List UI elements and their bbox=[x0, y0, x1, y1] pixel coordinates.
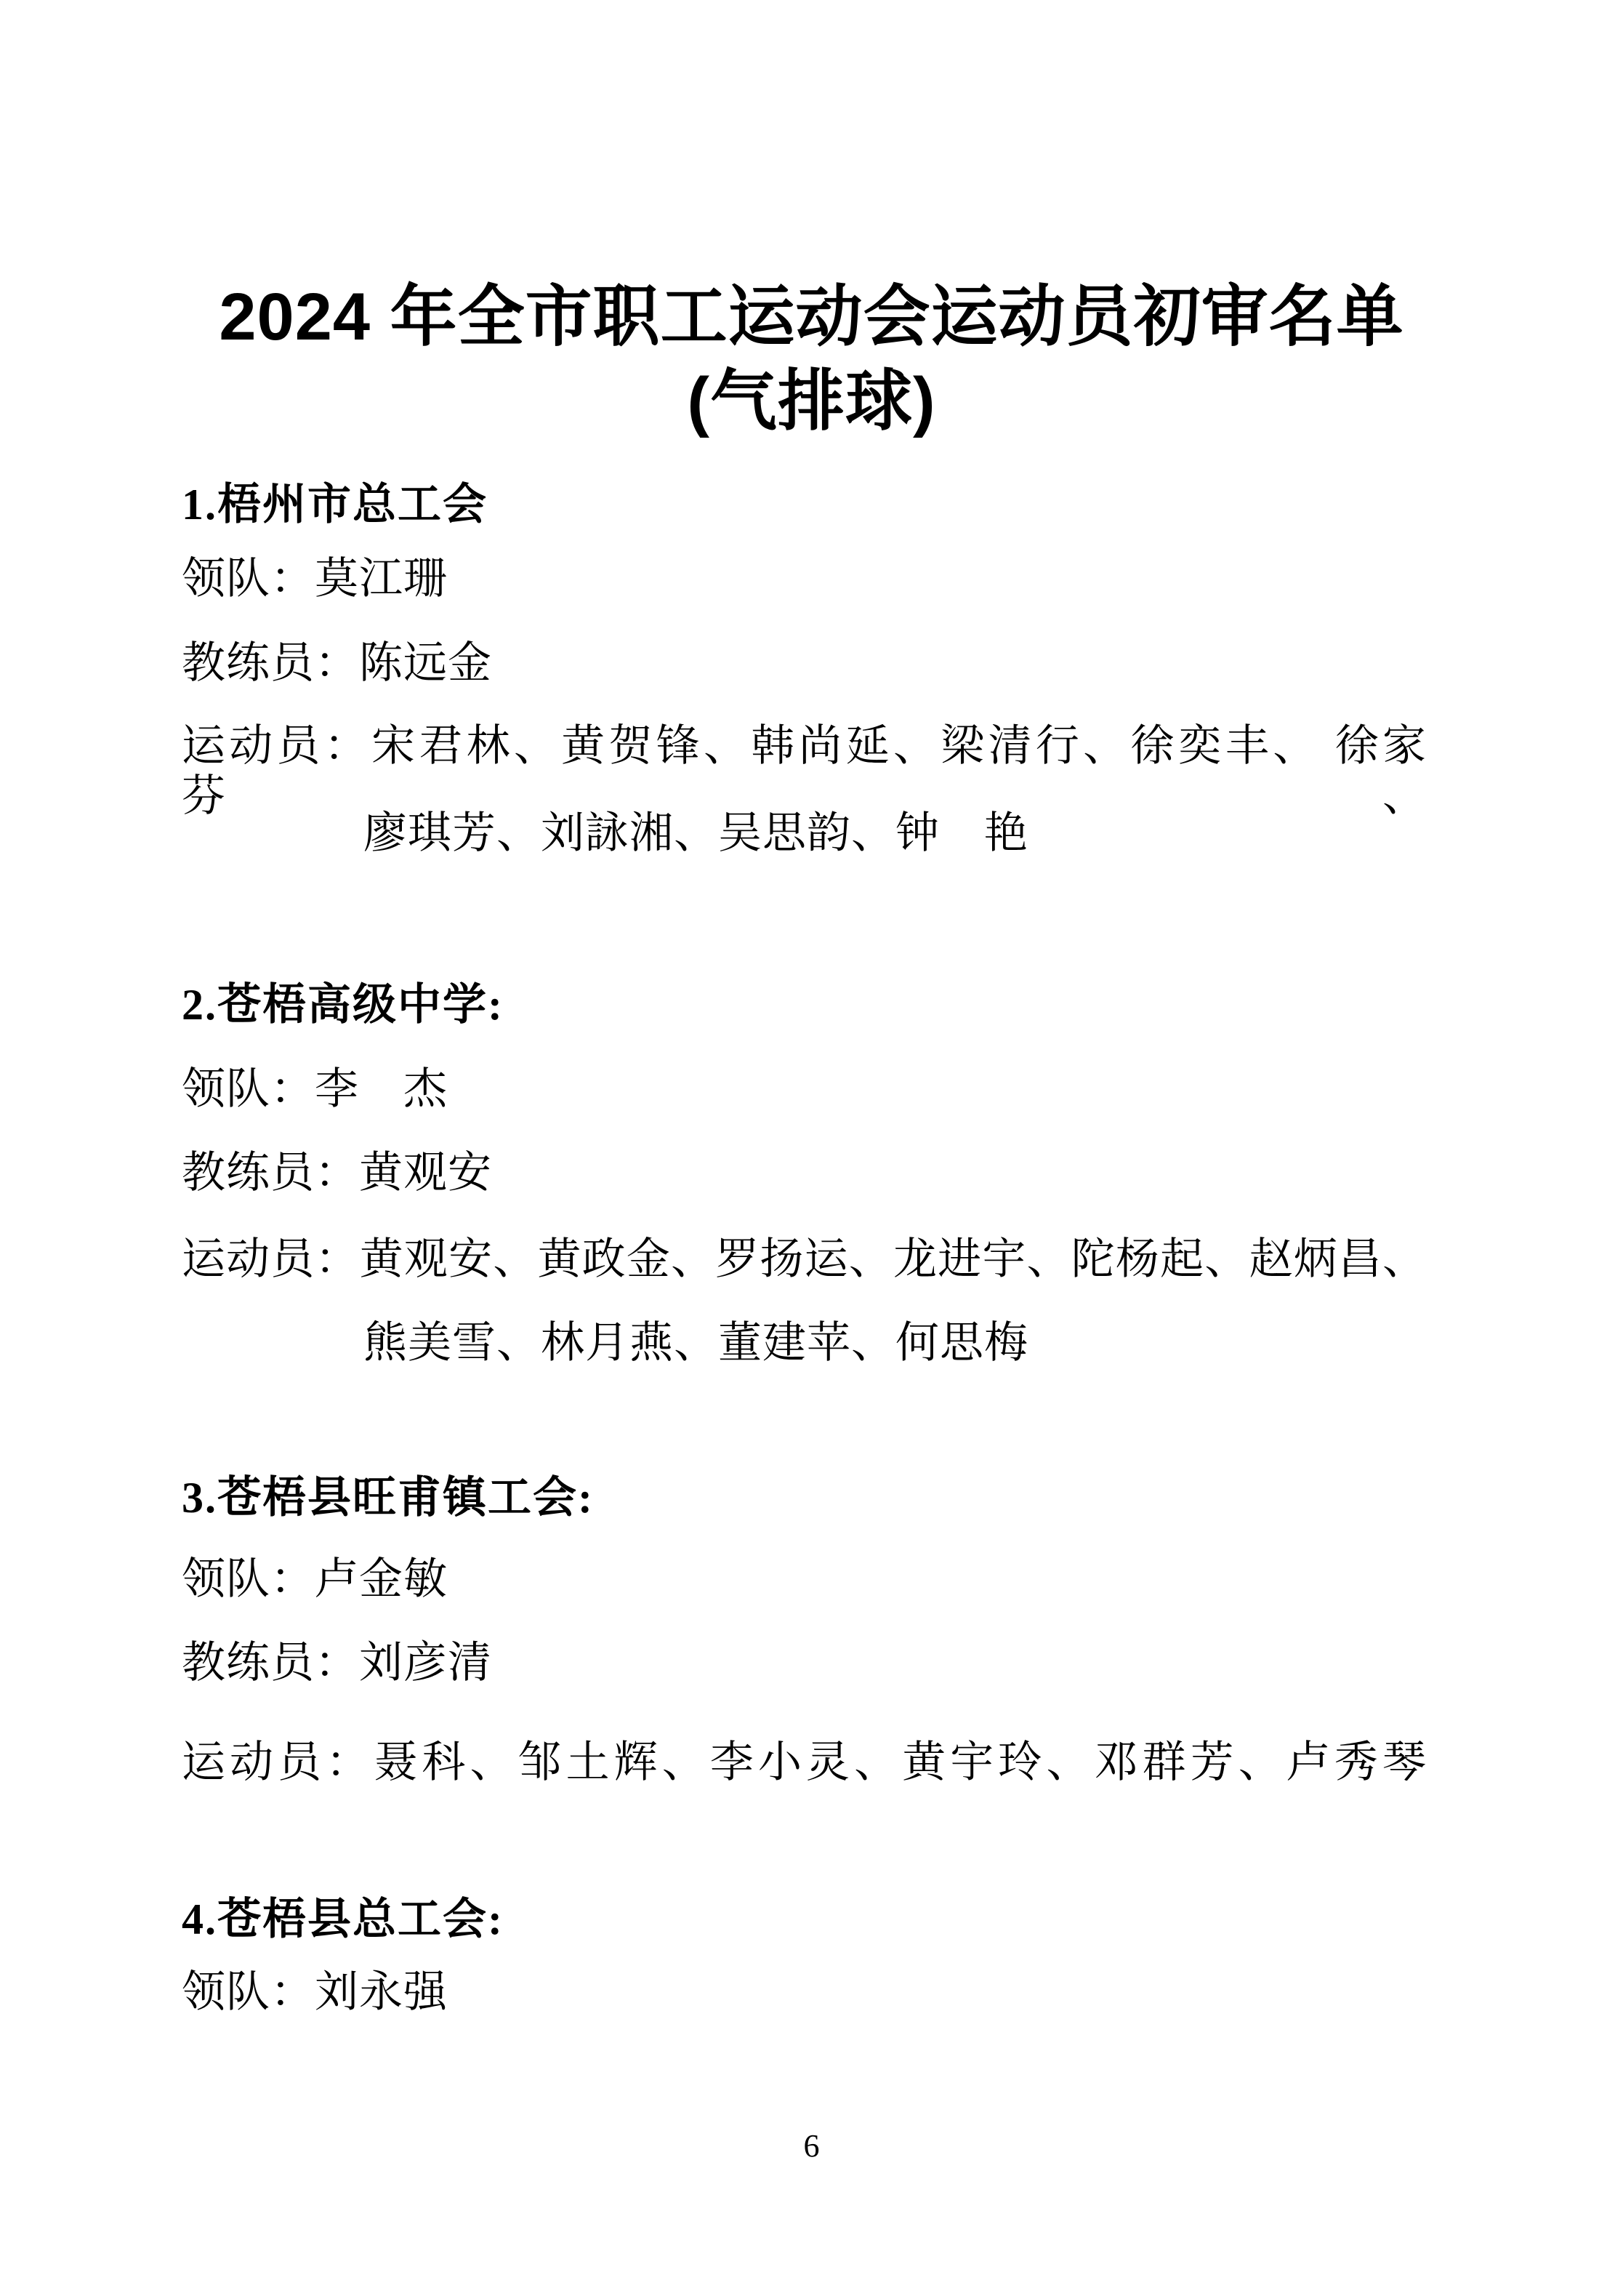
document-title-line2: (气排球) bbox=[687, 364, 936, 438]
page-number: 6 bbox=[803, 2128, 820, 2164]
coach-label: 教练员： bbox=[182, 1149, 359, 1197]
coach-name: 陈远金 bbox=[359, 639, 492, 687]
leader-line-2 bbox=[182, 1064, 1427, 1115]
athletes-line-2a bbox=[182, 1235, 1427, 1285]
coach-line-2 bbox=[182, 1148, 1427, 1198]
leader-line-3 bbox=[182, 1554, 1427, 1605]
coach-name: 黄观安 bbox=[359, 1149, 492, 1197]
leader-label: 领队： bbox=[182, 1968, 315, 2016]
coach-line-3 bbox=[182, 1638, 1427, 1688]
team-heading-3: 3.苍梧县旺甫镇工会: bbox=[182, 1474, 594, 1522]
leader-name: 刘永强 bbox=[315, 1968, 448, 2016]
athletes-line-1a bbox=[182, 721, 1427, 822]
athletes-names: 聂科、邹土辉、李小灵、黄宇玲、邓群芳、卢秀琴 bbox=[374, 1738, 1427, 1786]
coach-name: 刘彦清 bbox=[359, 1639, 492, 1687]
coach-line-1 bbox=[182, 638, 1427, 689]
coach-label: 教练员： bbox=[182, 639, 359, 687]
document-title-line1: 2024 年全市职工运动会运动员初审名单 bbox=[219, 280, 1404, 354]
team-heading-2: 2.苍梧高级中学: bbox=[182, 981, 504, 1029]
athletes-line-2b: 熊美雪、林月燕、董建苹、何思梅 bbox=[363, 1319, 1028, 1367]
team-heading-4: 4.苍梧县总工会: bbox=[182, 1895, 504, 1943]
team-heading-1: 1.梧州市总工会 bbox=[182, 481, 488, 529]
athletes-label: 运动员： bbox=[182, 1235, 360, 1283]
leader-name: 莫江珊 bbox=[315, 555, 448, 603]
athletes-line-1b: 廖琪芳、刘詠湘、吴思韵、钟 艳 bbox=[363, 809, 1028, 857]
athletes-line-3a bbox=[182, 1738, 1427, 1788]
leader-name: 李 杰 bbox=[315, 1065, 448, 1113]
athletes-label: 运动员： bbox=[182, 722, 372, 770]
leader-name: 卢金敏 bbox=[315, 1555, 448, 1603]
leader-label: 领队： bbox=[182, 1555, 315, 1603]
athletes-label: 运动员： bbox=[182, 1738, 374, 1786]
athletes-names: 黄观安、黄政金、罗扬运、龙进宇、陀杨起、赵炳昌、 bbox=[359, 1235, 1427, 1283]
leader-line-1 bbox=[182, 554, 1427, 604]
leader-label: 领队： bbox=[182, 1065, 315, 1113]
coach-label: 教练员： bbox=[182, 1639, 359, 1687]
leader-line-4 bbox=[182, 1967, 1427, 2018]
athletes-names: 宋君林、黄贺锋、韩尚延、梁清行、徐奕丰、 徐家芬、 bbox=[182, 722, 1427, 820]
leader-label: 领队： bbox=[182, 555, 315, 603]
